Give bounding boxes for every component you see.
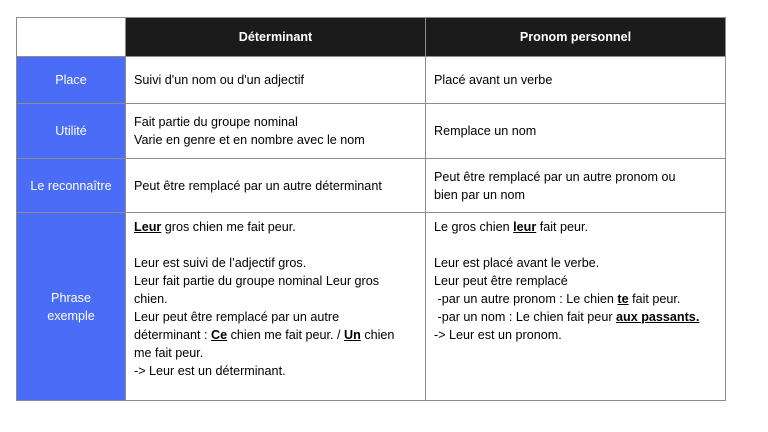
cell-place-determinant: Suivi d'un nom ou d'un adjectif: [126, 57, 426, 104]
grammar-comparison-table: [16, 17, 726, 401]
cell-line: [434, 290, 717, 308]
table-row-utilite: [17, 104, 726, 159]
cell-line: [134, 326, 417, 344]
row-label-place: Place: [17, 57, 126, 104]
cell-line: Leur est suivi de l’adjectif gros.: [134, 256, 307, 270]
header-pronom-personnel: Pronom personnel: [426, 18, 726, 57]
spacer: [434, 236, 717, 254]
cell-reconnaitre-pronom: [426, 159, 726, 213]
row-label-line: exemple: [47, 308, 95, 323]
header-determinant: Déterminant: [126, 18, 426, 57]
text-run: chien: [360, 328, 395, 342]
cell-line: Fait partie du groupe nominal: [134, 115, 298, 129]
table-row-phrase-exemple: [17, 213, 726, 401]
spacer: [134, 236, 417, 254]
text-run: chien me fait peur. /: [227, 328, 345, 342]
highlighted-word: Leur: [134, 220, 162, 234]
cell-line: Leur peut être remplacé par un autre: [134, 310, 340, 324]
row-label-utilite: Utilité: [17, 104, 126, 159]
cell-line: Peut être remplacé par un autre pronom ou: [434, 169, 676, 184]
row-label-line: Phrase: [51, 290, 91, 305]
text-run: fait peur.: [628, 292, 681, 306]
row-label-phrase-exemple: [17, 213, 126, 401]
cell-line: Leur fait partie du groupe nominal Leur gros: [134, 274, 380, 288]
text-run: gros chien me fait peur.: [161, 220, 296, 234]
cell-exemple-determinant: [126, 213, 426, 401]
highlighted-word: te: [617, 292, 629, 306]
cell-utilite-pronom: Remplace un nom: [426, 104, 726, 159]
cell-line: me fait peur.: [134, 346, 204, 360]
cell-line: bien par un nom: [434, 187, 526, 202]
cell-exemple-pronom: [426, 213, 726, 401]
cell-line: -> Leur est un pronom.: [434, 328, 562, 342]
highlighted-word: leur: [513, 220, 537, 234]
cell-line: Varie en genre et en nombre avec le nom: [134, 133, 365, 147]
text-run: -par un autre pronom : Le chien: [434, 292, 618, 306]
cell-utilite-determinant: [126, 104, 426, 159]
highlighted-word: Un: [344, 328, 361, 342]
example-sentence: [434, 218, 717, 236]
highlighted-word: aux passants.: [616, 310, 700, 324]
cell-line: -> Leur est un déterminant.: [134, 364, 286, 378]
example-sentence: [134, 218, 417, 236]
cell-line: Leur peut être remplacé: [434, 274, 568, 288]
header-row: [17, 18, 726, 57]
cell-reconnaitre-determinant: Peut être remplacé par un autre déterminant: [126, 159, 426, 213]
text-run: -par un nom : Le chien fait peur: [434, 310, 617, 324]
table-row-place: [17, 57, 726, 104]
cell-place-pronom: Placé avant un verbe: [426, 57, 726, 104]
cell-line: Leur est placé avant le verbe.: [434, 256, 600, 270]
row-label-reconnaitre: Le reconnaître: [17, 159, 126, 213]
cell-line: [434, 308, 717, 326]
highlighted-word: Ce: [211, 328, 228, 342]
cell-line: chien.: [134, 292, 168, 306]
header-corner-cell: [17, 18, 126, 57]
text-run: déterminant :: [134, 328, 212, 342]
text-run: Le gros chien: [434, 220, 514, 234]
table-row-reconnaitre: [17, 159, 726, 213]
text-run: fait peur.: [536, 220, 589, 234]
